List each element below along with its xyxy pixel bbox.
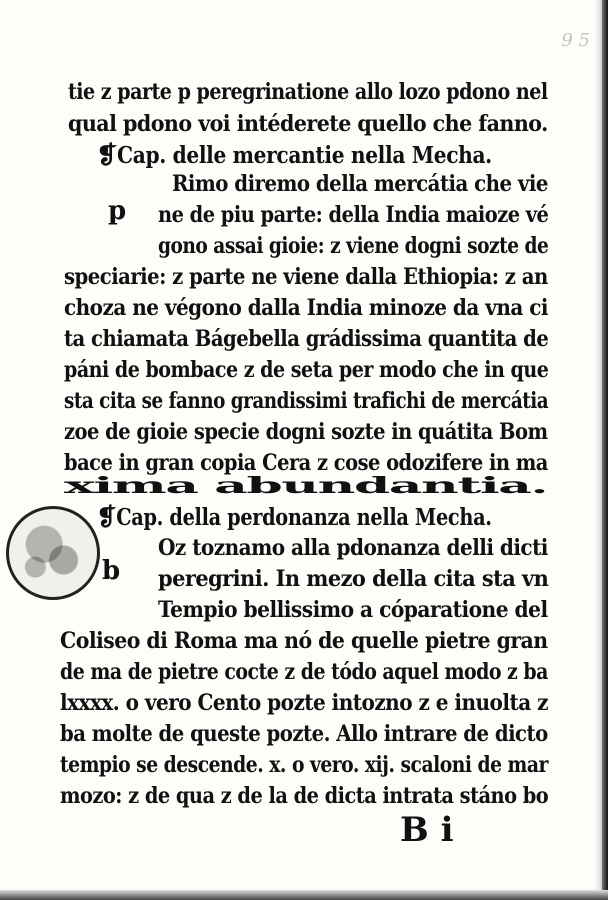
- text-line: Tempio bellissimo a cóparatione del: [158, 597, 548, 623]
- text-line: ba molte de queste pozte. Allo intrare de dicto: [60, 721, 548, 747]
- text-line: peregrini. In mezo della cita sta vn: [158, 566, 549, 592]
- text-line: lxxxx. o vero Cento pozte intozno z e inuolta z: [60, 690, 548, 716]
- guide-letter: b: [102, 556, 121, 586]
- guide-letter: p: [108, 196, 127, 226]
- text-line: qual pdono voi intéderete quello che fanno.: [68, 111, 548, 137]
- text-line: ne de piu parte: della India maioze vé: [158, 202, 549, 228]
- folio-pencil-mark: 9 5: [561, 30, 590, 51]
- text-line: Coliseo di Roma ma nó de quelle pietre gran: [60, 628, 548, 654]
- library-stamp: [6, 506, 100, 600]
- text-line: ta chiamata Bágebella grádissima quantita de: [64, 326, 549, 352]
- text-line: speciarie: z parte ne viene dalla Ethiopia: z an: [64, 264, 548, 290]
- chapter-heading: [98, 502, 492, 531]
- page-edge-shadow: [602, 0, 608, 900]
- text-line: zoe de gioie specie dogni sozte in quátita Bom: [64, 419, 548, 445]
- pilcrow-icon: ❡: [96, 140, 118, 169]
- text-line: mozo: z de qua z de la de dicta intrata stáno bo: [60, 783, 549, 809]
- text-line: tempio se descende. x. o vero. xij. scaloni de mar: [60, 752, 548, 778]
- text-line: tie z parte p peregrinatione allo lozo pdono nel: [68, 79, 548, 105]
- text-line: bace in gran copia Cera z cose odozifere in ma: [64, 450, 548, 476]
- chapter-heading-text: Cap. della perdonanza nella Mecha.: [116, 504, 492, 531]
- chapter-heading-text: Cap. delle mercantie nella Mecha.: [117, 142, 492, 169]
- signature-mark: B i: [400, 810, 454, 850]
- text-line: choza ne végono dalla India minoze da vna ci: [64, 295, 548, 321]
- pilcrow-icon: ❡: [96, 502, 117, 531]
- text-line: páni de bombace z de seta per modo che in que: [64, 357, 549, 383]
- text-line: sta cita se fanno grandissimi trafichi de mercátia: [64, 388, 549, 414]
- text-line: xima abundantia.: [64, 473, 548, 499]
- text-line: de ma de pietre cocte z de tódo aquel modo z ba: [60, 659, 548, 685]
- chapter-heading: [98, 140, 492, 169]
- text-line: gono assai gioie: z viene dogni sozte de: [158, 233, 549, 259]
- page-bottom-edge: [0, 890, 608, 900]
- text-line: Rimo diremo della mercátia che vie: [172, 171, 548, 197]
- text-line: Oz toznamo alla pdonanza delli dicti: [158, 535, 548, 561]
